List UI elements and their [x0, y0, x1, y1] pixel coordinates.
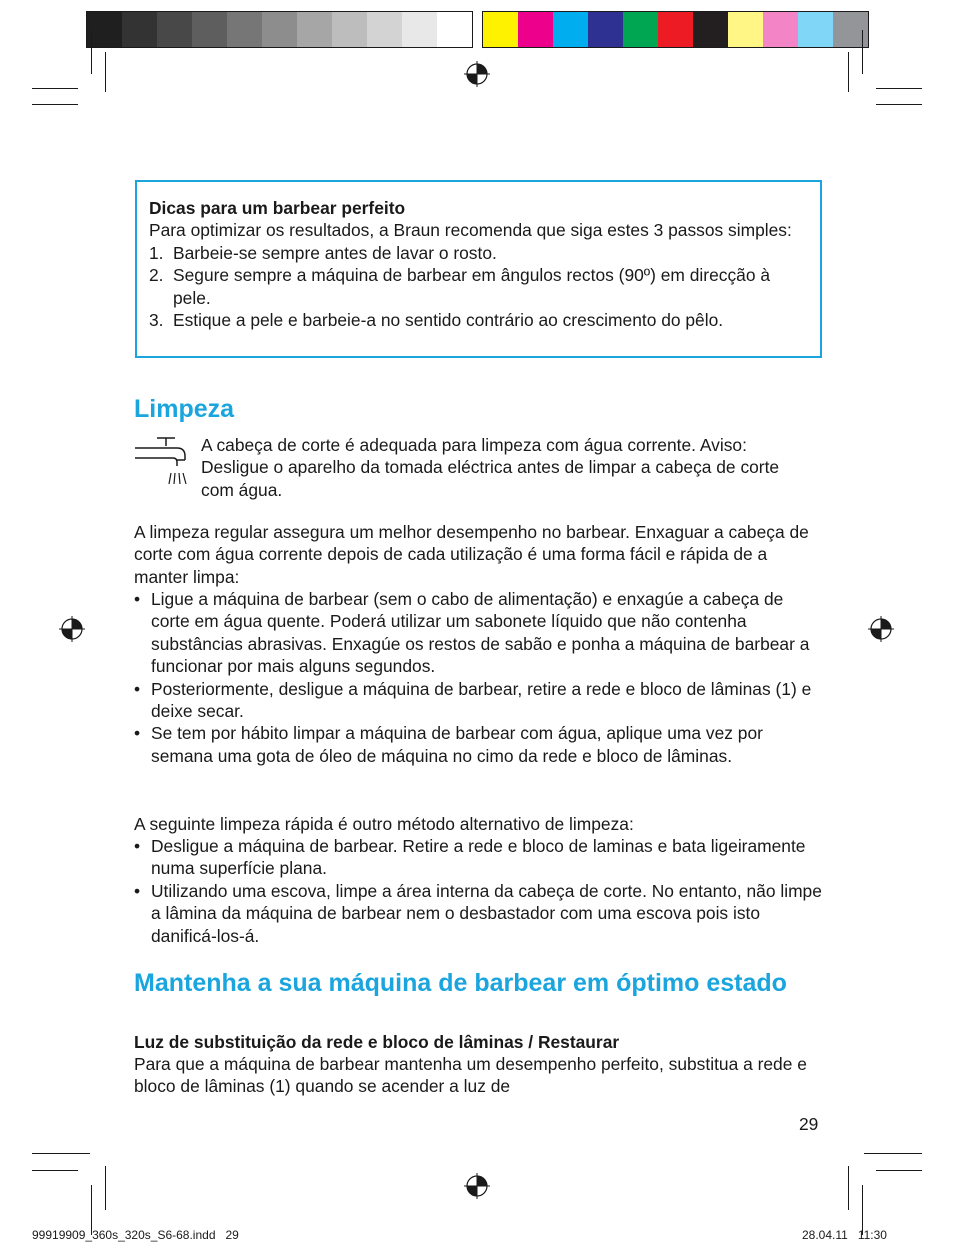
- bullet: •: [134, 880, 141, 901]
- tips-step: [149, 242, 809, 264]
- list-item: • Utilizando uma escova, limpe a área interna da cabeça de corte. No entanto, não limpe a lâmina da máquina de barbear nem o desbastador com uma escova pois isto danificá-los-á.: [134, 880, 822, 946]
- step-number: 1.: [149, 242, 164, 263]
- cleaning-heading: Limpeza: [134, 395, 235, 423]
- color-swatch: [297, 12, 332, 47]
- faucet-icon: [133, 436, 193, 488]
- bullet: •: [134, 678, 141, 699]
- step-text: Estique a pele e barbeie-a no sentido contrário ao crescimento do pêlo.: [173, 310, 724, 331]
- maintain-subheading: Luz de substituição da rede e bloco de lâminas / Restaurar: [134, 1032, 620, 1052]
- registration-mark-left: [59, 616, 85, 642]
- color-swatch: [262, 12, 297, 47]
- color-swatch: [157, 12, 192, 47]
- color-swatch: [367, 12, 402, 47]
- registration-mark-right: [868, 616, 894, 642]
- step-text: Segure sempre a máquina de barbear em ângulos rectos (90º) em direcção à pele.: [173, 265, 770, 308]
- tips-step: [149, 309, 809, 331]
- color-swatch: [728, 12, 763, 47]
- maintain-paragraph: Para que a máquina de barbear mantenha um desempenho perfeito, substitua a rede e bloco de lâminas (1) quando se acender a luz de: [134, 1054, 807, 1097]
- gray-calibration-bar: [86, 11, 473, 48]
- color-swatch: [798, 12, 833, 47]
- color-swatch: [483, 12, 518, 47]
- color-swatch: [122, 12, 157, 47]
- color-swatch: [553, 12, 588, 47]
- color-swatch: [518, 12, 553, 47]
- cleaning-paragraph-1: A limpeza regular assegura um melhor desempenho no barbear. Enxaguar a cabeça de corte com água corrente depois de cada utilização é uma forma fácil e rápida de a manter limpa:: [134, 522, 809, 587]
- tips-intro: Para optimizar os resultados, a Braun recomenda que siga estes 3 passos simples:: [149, 220, 792, 241]
- tips-box: [135, 180, 822, 358]
- color-swatch: [437, 12, 472, 47]
- tips-step: [149, 264, 809, 309]
- footer-filename: 99919909_360s_320s_S6-68.indd 29: [32, 1228, 239, 1242]
- bullet: •: [134, 836, 141, 856]
- color-swatch: [402, 12, 437, 47]
- cleaning-icon-note: A cabeça de corte é adequada para limpeza com água corrente. Aviso: Desligue o aparelho da tomada eléctrica antes de limpar a cabeça de corte com água.: [201, 435, 780, 500]
- step-text: Barbeie-se sempre antes de lavar o rosto.: [173, 242, 497, 263]
- cleaning-bullets-2: [134, 835, 824, 947]
- list-item: • Desligue a máquina de barbear. Retire a rede e bloco de laminas e bata ligeiramente numa superfície plana.: [134, 836, 806, 879]
- maintain-heading: Mantenha a sua máquina de barbear em óptimo estado: [134, 969, 787, 997]
- list-item: • Posteriormente, desligue a máquina de barbear, retire a rede e bloco de lâminas (1) e deixe secar.: [134, 678, 812, 722]
- color-swatch: [763, 12, 798, 47]
- color-calibration-bar: [482, 11, 869, 48]
- cleaning-paragraph-2: A seguinte limpeza rápida é outro método alternativo de limpeza:: [134, 814, 634, 834]
- list-item: • Se tem por hábito limpar a máquina de barbear com água, aplique uma vez por semana uma gota de óleo de máquina no cimo da rede e bloco de lâminas.: [134, 723, 763, 766]
- bullet: •: [134, 589, 141, 609]
- bullet: •: [134, 723, 141, 744]
- color-swatch: [658, 12, 693, 47]
- color-swatch: [87, 12, 122, 47]
- color-swatch: [693, 12, 728, 47]
- cleaning-bullets-1: [134, 588, 824, 767]
- footer-datetime: 28.04.11 11:30: [802, 1228, 887, 1242]
- color-swatch: [588, 12, 623, 47]
- tips-title: Dicas para um barbear perfeito: [149, 198, 406, 218]
- page-number: 29: [799, 1114, 819, 1134]
- step-number: 2.: [149, 265, 164, 286]
- registration-mark-top: [464, 61, 490, 87]
- tips-steps: [149, 242, 809, 332]
- color-swatch: [332, 12, 367, 47]
- step-number: 3.: [149, 310, 164, 331]
- color-swatch: [623, 12, 658, 47]
- registration-mark-bottom: [464, 1173, 490, 1199]
- list-item: • Ligue a máquina de barbear (sem o cabo de alimentação) e enxagúe a cabeça de corte em água quente. Poderá utilizar um sabonete líquido que não contenha substâncias abrasivas. Enxagúe os restos de sabão e ponha a máquina de barbear a funcionar por mais alguns segundos.: [134, 589, 810, 677]
- color-swatch: [227, 12, 262, 47]
- color-swatch: [192, 12, 227, 47]
